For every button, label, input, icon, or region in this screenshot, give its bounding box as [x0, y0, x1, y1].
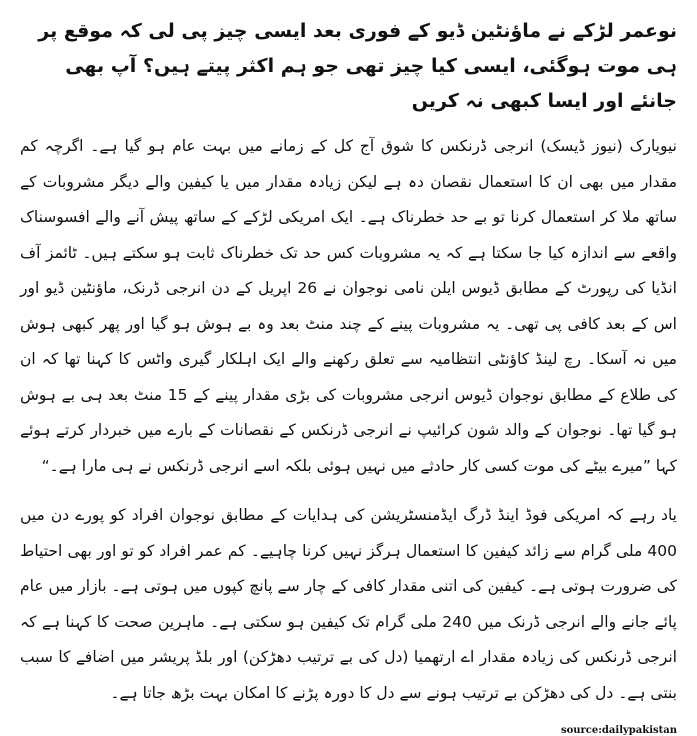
article-headline: نوعمر لڑکے نے ماؤنٹین ڈیو کے فوری بعد ایسی چیز پی لی کہ موقع پر ہی موت ہوگئی، ایسی کیا چیز تھی جو ہم اکثر پیتے ہیں؟ آپ بھی جانئے اور ایسا کبھی نہ کریں	[38, 20, 677, 112]
article-paragraph: یاد رہے کہ امریکی فوڈ اینڈ ڈرگ ایڈمنسٹریشن کی ہدایات کے مطابق نوجوان افراد کو پورے دن میں 400 ملی گرام سے زائد کیفین کا استعمال ہرگز نہیں کرنا چاہیے۔ کم عمر افراد کو تو اور بھی احتیاط کی ضرورت ہوتی ہے۔ کیفین کی اتنی مقدار کافی کے چار سے پانچ کپوں میں ہوتی ہے۔ بازار میں عام پائے جانے والے انرجی ڈرنک میں 240 ملی گرام تک کیفین ہو سکتی ہے۔ ماہرین صحت کا کہنا ہے کہ انرجی ڈرنکس کی زیادہ مقدار اے ارتھمیا (دل کی بے ترتیب دھڑکن) اور بلڈ پریشر میں اضافے کا سبب بنتی ہے۔ دل کی دھڑکن بے ترتیب ہونے سے دل کا دورہ پڑنے کا امکان بہت بڑھ جاتا ہے۔	[20, 506, 677, 702]
source-credit: source:dailypakistan	[560, 725, 677, 736]
article-paragraph: نیویارک (نیوز ڈیسک) انرجی ڈرنکس کا شوق آج کل کے زمانے میں بہت عام ہو گیا ہے۔ اگرچہ کم مقدار میں بھی ان کا استعمال نقصان دہ ہے لیکن زیادہ مقدار میں یا کیفین والے دیگر مشروبات کے ساتھ ملا کر استعمال کرنا تو بے حد خطرناک ہے۔ ایک امریکی لڑکے کے ساتھ پیش آنے والے افسوسناک واقعے سے اندازہ کیا جا سکتا ہے کہ یہ مشروبات کس حد تک خطرناک ثابت ہو سکتے ہیں۔ ٹائمز آف انڈیا کی رپورٹ کے مطابق ڈیوس ایلن نامی نوجوان نے 26 اپریل کے دن انرجی ڈرنک، ماؤنٹین ڈیو اور اس کے بعد کافی پی تھی۔ یہ مشروبات پینے کے چند منٹ بعد وہ بے ہوش ہو گیا اور پھر کبھی ہوش میں نہ آسکا۔ رچ لینڈ کاؤنٹی انتظامیہ سے تعلق رکھنے والے ایک اہلکار گیری واٹس کا کہنا تھا کہ ان کی طلاع کے مطابق نوجوان ڈیوس انرجی مشروبات کی بڑی مقدار پینے کے 15 منٹ بعد ہی بے ہوش ہو گیا تھا۔ نوجوان کے والد شون کرائیپ نے انرجی ڈرنکس کے نقصانات کے بارے میں خبردار کرتے ہوئے کہا ”میرے بیٹے کی موت کسی کار حادثے میں نہیں ہوئی بلکہ اسے انرجی ڈرنکس نے ہی مارا ہے۔“	[20, 137, 678, 475]
